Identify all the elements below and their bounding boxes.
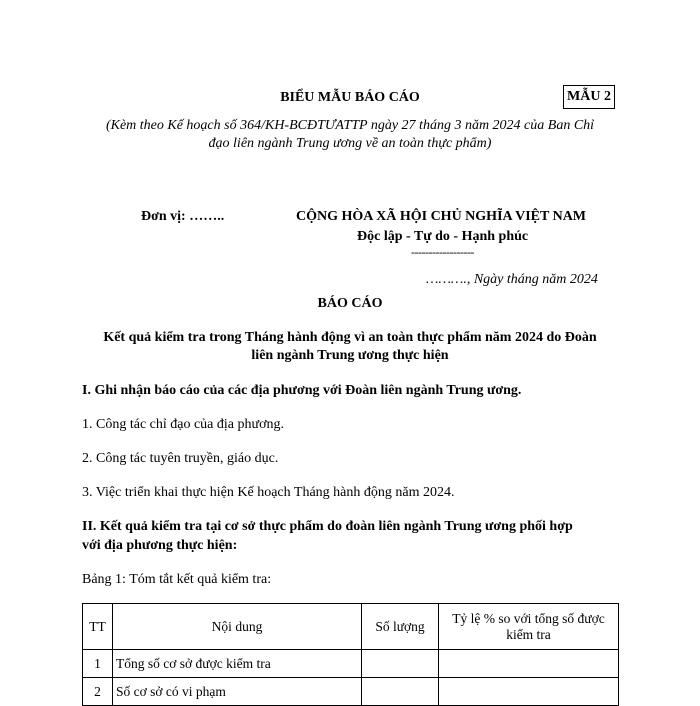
row-percent xyxy=(439,678,619,706)
section-1-item-3: 3. Việc triển khai thực hiện Kế hoạch Tháng hành động năm 2024. xyxy=(82,485,455,500)
subtitle-line-2: đạo liên ngành Trung ương về an toàn thực phẩm) xyxy=(208,136,492,151)
report-subtitle-line-2: liên ngành Trung ương thực hiện xyxy=(251,348,449,363)
form-badge: MẪU 2 xyxy=(563,85,615,109)
table-row xyxy=(83,678,619,706)
row-quantity xyxy=(362,678,439,706)
section-1-item-2: 2. Công tác tuyên truyền, giáo dục. xyxy=(82,451,279,466)
row-content: Số cơ sở có vi phạm xyxy=(113,678,362,706)
section-1-heading: I. Ghi nhận báo cáo của các địa phương với Đoàn liên ngành Trung ương. xyxy=(82,383,522,398)
section-1-item-1: 1. Công tác chỉ đạo của địa phương. xyxy=(82,417,284,432)
national-motto: Độc lập - Tự do - Hạnh phúc xyxy=(357,229,529,244)
row-percent xyxy=(439,650,619,678)
results-table xyxy=(82,603,619,706)
table-header-row xyxy=(83,604,619,650)
section-2-heading-line-2: với địa phương thực hiện: xyxy=(82,538,238,553)
header-content: Nội dung xyxy=(113,604,362,650)
table-row xyxy=(83,650,619,678)
nation-name: CỘNG HÒA XÃ HỘI CHỦ NGHĨA VIỆT NAM xyxy=(296,209,587,224)
header-percent xyxy=(439,604,619,650)
document-title: BIỂU MẪU BÁO CÁO xyxy=(280,90,420,105)
motto-underline: ------------------ xyxy=(411,245,474,259)
row-tt: 1 xyxy=(83,650,113,678)
header-tt: TT xyxy=(83,604,113,650)
date-line: ………., Ngày tháng năm 2024 xyxy=(426,272,598,287)
table-caption: Bảng 1: Tóm tắt kết quả kiểm tra: xyxy=(82,572,272,587)
subtitle-line-1: (Kèm theo Kế hoạch số 364/KH-BCĐTƯATTP ngày 27 tháng 3 năm 2024 của Ban Chỉ xyxy=(105,118,595,133)
unit-label: Đơn vị: …….. xyxy=(141,209,225,224)
header-quantity: Số lượng xyxy=(362,604,439,650)
report-title: BÁO CÁO xyxy=(317,296,383,311)
row-tt: 2 xyxy=(83,678,113,706)
report-subtitle-line-1: Kết quả kiểm tra trong Tháng hành động vì an toàn thực phẩm năm 2024 do Đoàn xyxy=(103,330,597,345)
header-percent-line-2: kiểm tra xyxy=(506,626,551,642)
section-2-heading-line-1: II. Kết quả kiểm tra tại cơ sở thực phẩm do đoàn liên ngành Trung ương phối hợp xyxy=(82,519,573,534)
row-content: Tổng số cơ sở được kiểm tra xyxy=(113,650,362,678)
row-quantity xyxy=(362,650,439,678)
header-percent-line-1: Tỷ lệ % so với tổng số được xyxy=(452,610,605,626)
